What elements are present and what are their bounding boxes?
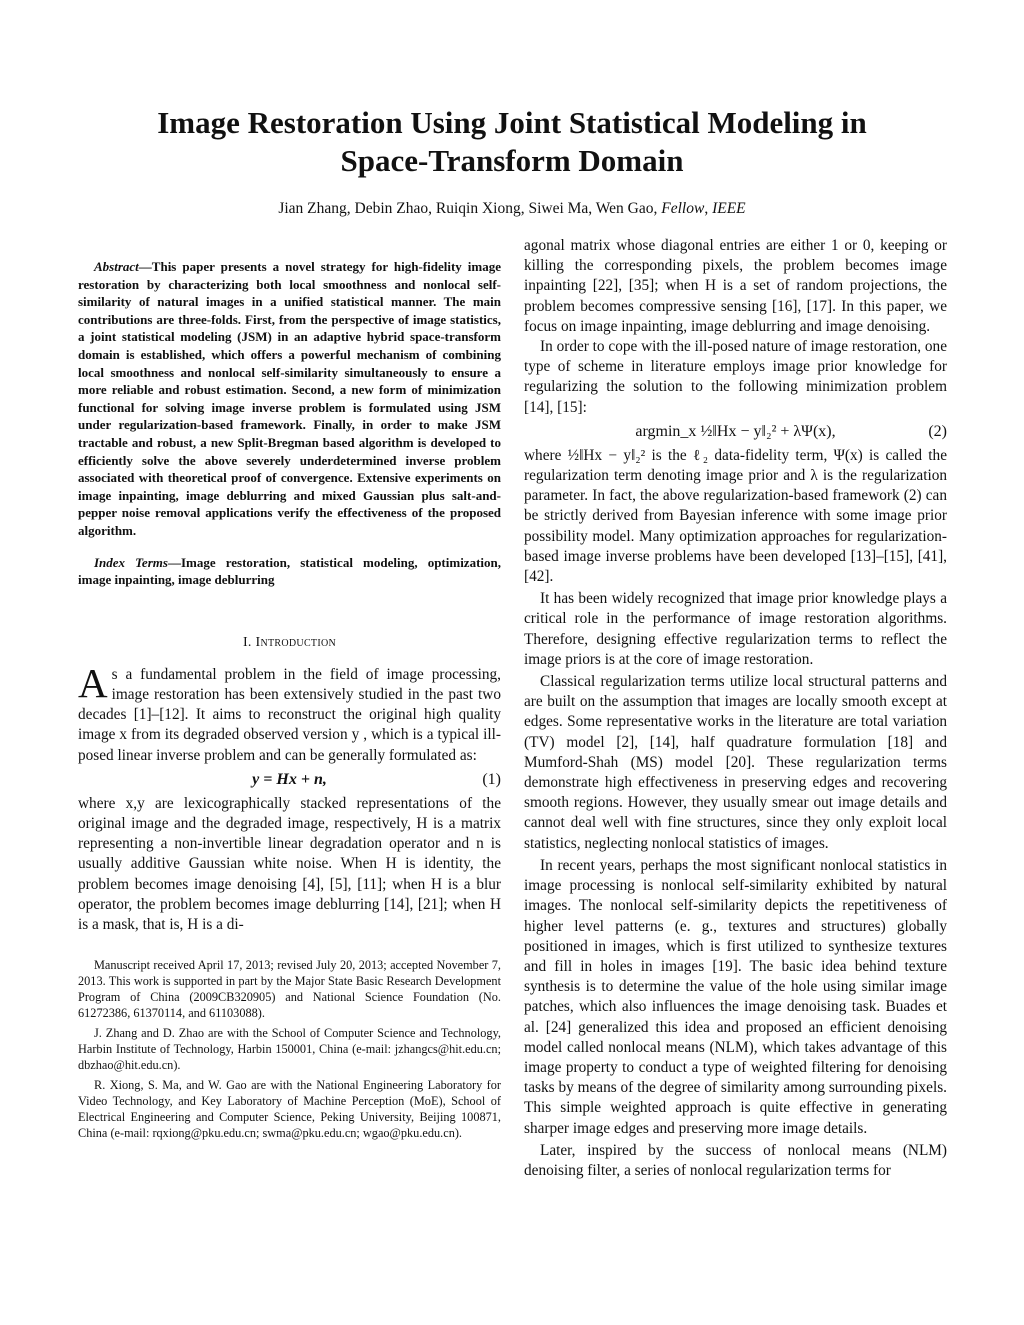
title-line-1: Image Restoration Using Joint Statistical Modeling in <box>157 105 867 140</box>
abstract-label: Abstract <box>94 259 139 274</box>
footnote-affiliation-1: J. Zhang and D. Zhao are with the School of Computer Science and Technology, Harbin Institute of Technology, Harbin 150001, China (e-mail: jzhangcs@hit.edu.cn; dbzhao@hit.edu.cn). <box>78 1026 501 1073</box>
right-paragraph-4: It has been widely recognized that image prior knowledge plays a critical role in the performance of image restoration algorithms. Therefore, designing effective regularization terms to reflect the image priors is at the core of image restoration. <box>524 590 947 668</box>
right-paragraph-2: In order to cope with the ill-posed nature of image restoration, one type of scheme in literature employs image prior knowledge for regularizing the solution to the following minimization problem [14], [15]: <box>524 338 947 416</box>
equation-2-body: argmin_x ½‖Hx − y‖₂² + λΨ(x), <box>635 422 836 440</box>
authors-fellow: Fellow <box>661 200 705 217</box>
index-terms-text: —Image restoration, statistical modeling, optimization, image inpainting, image deblurring <box>78 554 502 588</box>
index-terms-label: Index Terms <box>94 554 168 570</box>
right-column <box>524 236 947 1181</box>
intro-p1-text: s a fundamental problem in the field of image processing, image restoration has been extensively studied in the past two decades [1]–[12]. It aims to reconstruct the original high quality image x from its degraded observed version y , which is a typical ill-posed linear inverse problem and can be generally formulated as: <box>78 665 501 764</box>
paper-title <box>0 104 1024 180</box>
authors-names: Jian Zhang, Debin Zhao, Ruiqin Xiong, Siwei Ma, Wen Gao, <box>278 200 662 217</box>
authors-ieee: IEEE <box>712 200 746 217</box>
abstract-text: —This paper presents a novel strategy for high-fidelity image restoration by characterizing both local smoothness and nonlocal self-similarity of natural images in a unified statistical manner. The main contributions are three-folds. First, from the perspective of image statistics, a joint statistical modeling (JSM) in an adaptive hybrid space-transform domain is established, which offers a powerful mechanism of combining local smoothness and nonlocal self-similarity simultaneously to ensure a more reliable and robust estimation. Second, a new form of minimization functional for solving image inverse problem is formulated using JSM under regularization-based framework. Finally, in order to make JSM tractable and robust, a new Split-Bregman based algorithm is developed to efficiently solve the above severely underdetermined inverse problem associated with theoretical proof of convergence. Extensive experiments on image inpainting, image deblurring and mixed Gaussian plus salt-and-pepper noise removal applications verify the effectiveness of the proposed algorithm. <box>78 259 501 538</box>
right-paragraph-3: where ½‖Hx − y‖₂² is the ℓ₂ data-fidelity term, Ψ(x) is called the regularization term denoting image prior and λ is the regularization parameter. In fact, the above regularization-based framework (2) can be strictly derived from Bayesian inference with some image prior possibility model. Many optimization approaches for regularization-based image inverse problems have been developed [13]–[15], [41], [42]. <box>524 446 947 586</box>
equation-2-number: (2) <box>928 422 947 440</box>
section-name: Introduction <box>255 634 337 650</box>
intro-paragraph-1 <box>78 659 501 766</box>
authors-sep: , <box>704 200 713 217</box>
drop-cap: A <box>78 659 108 706</box>
footnotes <box>78 957 501 1141</box>
right-paragraph-5: Classical regularization terms utilize local structural patterns and are built on the assumption that images are locally smooth except at edges. Some representative works in the literature are total variation (TV) model [2], [14], half quadrature formulation [18] and Mumford-Shah (MS) model [20]. These regularization terms demonstrate high effectiveness in preserving edges and recovering smooth regions. However, they usually smear out image details and cannot deal well with fine structures, since they only exploit local statistics, neglecting nonlocal statistics of images. <box>524 673 947 852</box>
equation-1-number: (1) <box>482 770 501 788</box>
right-paragraph-6: In recent years, perhaps the most significant nonlocal statistics in image processing is nonlocal self-similarity exhibited by natural images. The nonlocal self-similarity depicts the repetitiveness of higher level patterns (e. g., textures and structures) globally positioned in images, which is first utilized to synthesize textures and fill in holes in images [19]. The basic idea behind texture synthesis is to determine the value of the hole using similar image patches, which also influences the image denoising task. Buades et al. [24] generalized this idea and proposed an efficient denoising model called nonlocal means (NLM), which takes advantage of this image property to conduct a type of weighted filtering for denoising tasks by means of the degree of similarity among surrounding pixels. This simple weighted approach is quite effective in generating sharper image edges and preserving more image details. <box>524 856 947 1137</box>
intro-paragraph-2: where x,y are lexicographically stacked representations of the original image and the degraded image, respectively, H is a matrix representing a non-invertible linear degradation operator and n is usually additive Gaussian white noise. When H is identity, the problem becomes image denoising [4], [5], [11]; when H is a blur operator, the problem becomes image deblurring [14], [21]; when H is a mask, that is, H is a di- <box>78 794 501 933</box>
author-list <box>0 200 1024 218</box>
index-terms <box>78 554 501 589</box>
equation-2 <box>524 418 947 446</box>
equation-1-body: y = Hx + n, <box>252 770 327 788</box>
section-heading-introduction <box>78 635 501 651</box>
equation-1 <box>78 766 501 794</box>
right-paragraph-1: agonal matrix whose diagonal entries are either 1 or 0, keeping or killing the corresponding pixels, the problem becomes image inpainting [22], [35]; when H is a set of random projections, the problem becomes compressive sensing [16], [17]. In this paper, we focus on image inpainting, image deblurring and image denoising. <box>524 237 947 335</box>
footnote-manuscript: Manuscript received April 17, 2013; revised July 20, 2013; accepted November 7, 2013. This work is supported in part by the Major State Basic Research Development Program of China (2009CB320905) and National Science Foundation (No. 61272386, 61370114, and 61103088). <box>78 958 501 1021</box>
right-paragraph-7: Later, inspired by the success of nonlocal means (NLM) denoising filter, a series of nonlocal regularization terms for <box>524 1141 947 1179</box>
abstract <box>78 258 501 540</box>
section-numeral: I. <box>242 634 256 650</box>
footnote-affiliation-2: R. Xiong, S. Ma, and W. Gao are with the National Engineering Laboratory for Video Technology, and Key Laboratory of Machine Perception (MoE), School of Electrical Engineering and Computer Science, Peking University, Beijing 100871, China (e-mail: rqxiong@pku.edu.cn; swma@pku.edu.cn; wgao@pku.edu.cn). <box>78 1078 501 1141</box>
left-column <box>78 236 501 1145</box>
title-line-2: Space-Transform Domain <box>340 143 684 178</box>
